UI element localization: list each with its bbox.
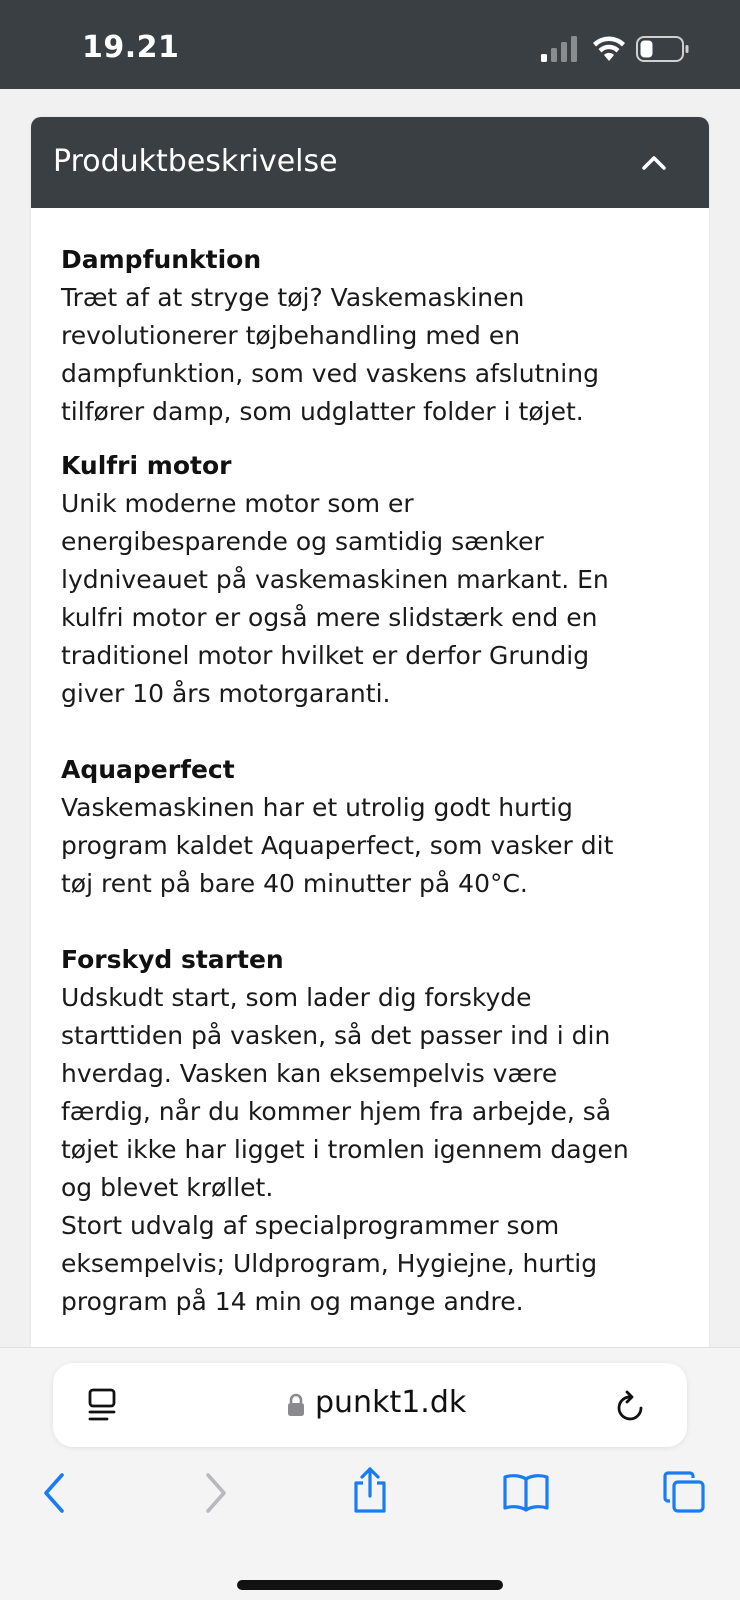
address-bar[interactable]	[53, 1363, 687, 1447]
share-icon[interactable]	[350, 1466, 390, 1514]
section-kulfri-motor	[61, 447, 691, 713]
tabs-icon[interactable]	[662, 1470, 706, 1514]
section-aquaperfect	[61, 751, 691, 903]
status-bar	[0, 0, 740, 89]
section-title: Aquaperfect	[61, 755, 235, 784]
section-text: Vaskemaskinen har et utrolig godt hurtig program kaldet Aquaperfect, som vasker dit tøj rent på bare 40 minutter på 40°C.	[61, 793, 614, 898]
cellular-signal-icon	[541, 36, 577, 62]
section-title: Kulfri motor	[61, 451, 232, 480]
home-indicator	[237, 1580, 503, 1590]
section-forskyd-starten	[61, 941, 691, 1321]
product-description-panel	[31, 117, 709, 1347]
back-icon[interactable]	[40, 1471, 70, 1515]
section-text: Træt af at stryge tøj? Vaskemaskinen revolutionerer tøjbehandling med en dampfunktion, som ved vaskens afslutning tilfører damp, som udglatter folder i tøjet.	[61, 283, 599, 426]
lock-icon	[287, 1393, 305, 1417]
forward-icon[interactable]	[200, 1471, 230, 1515]
panel-content	[61, 241, 691, 1321]
panel-title: Produktbeskrivelse	[53, 144, 338, 179]
section-text: Unik moderne motor som er energibesparende og samtidig sænker lydniveauet på vaskemaskinen markant. En kulfri motor er også mere slidstærk end en traditionel motor hvilket er derfor Grundig giver 10 års motorgaranti.	[61, 489, 609, 708]
wifi-icon	[592, 34, 626, 62]
browser-toolbar	[0, 1347, 740, 1600]
section-title: Dampfunktion	[61, 245, 262, 274]
section-title: Forskyd starten	[61, 945, 284, 974]
section-dampfunktion	[61, 241, 691, 431]
reload-icon[interactable]	[615, 1389, 647, 1423]
url-text: punkt1.dk	[315, 1385, 467, 1420]
reader-mode-icon[interactable]	[87, 1388, 119, 1424]
status-time: 19.21	[82, 30, 180, 65]
chevron-up-icon[interactable]	[639, 149, 669, 175]
section-text: Udskudt start, som lader dig forskyde starttiden på vasken, så det passer ind i din hverdag. Vasken kan eksempelvis være færdig, når du kommer hjem fra arbejde, så tøjet ikke har ligget i tromlen igennem dagen og blevet krøllet. Stort udvalg af specialprogrammer som eksempelvis; Uldprogram, Hygiejne, hurtig program på 14 min og mange andre.	[61, 983, 629, 1316]
battery-icon	[636, 36, 690, 62]
bookmarks-icon[interactable]	[502, 1472, 550, 1512]
panel-header[interactable]	[31, 117, 709, 208]
